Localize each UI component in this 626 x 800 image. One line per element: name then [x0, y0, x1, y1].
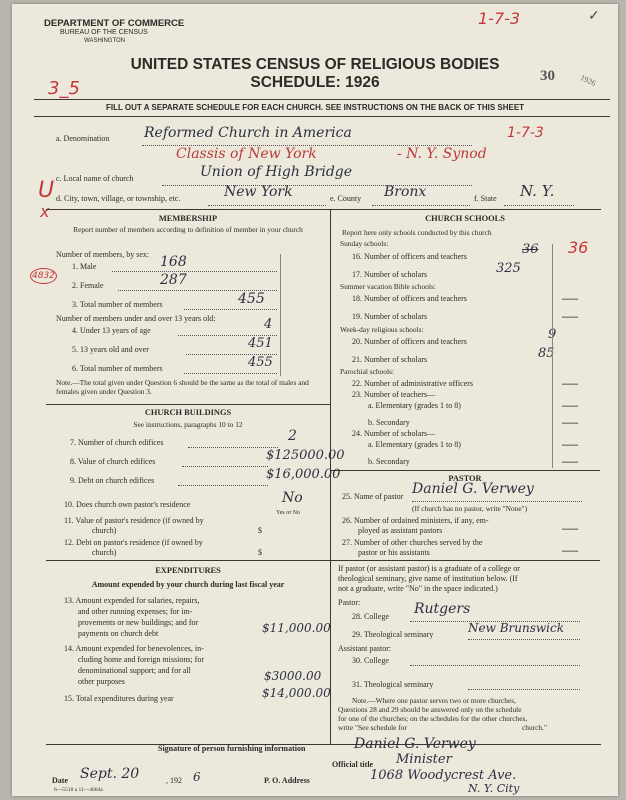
membership-intro: Report number of members according to definition of member in your church: [73, 225, 303, 234]
q16-red-value: 36: [568, 238, 589, 257]
q21-value: 85: [538, 346, 555, 361]
sunday-label: Sunday schools:: [340, 239, 389, 248]
local-name-value: Union of High Bridge: [200, 164, 353, 180]
q4-label: 4. Under 13 years of age: [72, 326, 151, 335]
q19-dash: —: [562, 308, 578, 325]
membership-heading: MEMBERSHIP: [158, 214, 218, 223]
check-mark-icon: ✓: [588, 9, 600, 24]
q23a-label: a. Elementary (grades 1 to 8): [368, 401, 461, 410]
county-value: Bronx: [384, 184, 427, 200]
q14-label: 14. Amount expended for benevolences, in-: [64, 644, 204, 653]
grad-note-3: not a graduate, write "No" in the space indicated.): [338, 584, 498, 593]
q29-value: New Brunswick: [468, 621, 564, 635]
date-value: Sept. 20: [80, 766, 140, 782]
pastor-note-1: Note.—Where one pastor serves two or more churches,: [352, 696, 516, 705]
q30-label: 30. College: [352, 656, 389, 665]
q28-value: Rutgers: [414, 601, 471, 617]
pastor-note-3: for one of the churches; on the schedules for the other churches,: [338, 714, 528, 723]
pastor-note-5: church.": [522, 723, 547, 732]
grad-note-2: theological seminary, give name of institution below. (If: [338, 574, 518, 583]
members-by-sex-label: Number of members, by sex:: [56, 250, 150, 259]
q3-value: 455: [238, 291, 265, 307]
q22-label: 22. Number of administrative officers: [352, 379, 473, 388]
q1-label: 1. Male: [72, 262, 97, 271]
denomination-code: 1-7-3: [507, 125, 544, 141]
q23-label: 23. Number of teachers—: [352, 390, 436, 399]
circled-number: 4832: [30, 268, 57, 284]
q16-label: 16. Number of officers and teachers: [352, 252, 467, 261]
pastor-subheading: Pastor:: [338, 598, 361, 607]
received-stamp-number: 30: [540, 68, 555, 84]
county-label: e. County: [330, 194, 362, 203]
q31-label: 31. Theological seminary: [352, 680, 434, 689]
q14-label-2: cluding home and foreign missions; for: [78, 655, 204, 664]
q10-value: No: [282, 490, 303, 506]
received-stamp-year: 1926: [578, 73, 598, 88]
department-label: DEPARTMENT OF COMMERCE: [44, 18, 185, 29]
q19-label: 19. Number of scholars: [352, 312, 428, 321]
q24-label: 24. Number of scholars—: [352, 429, 436, 438]
q25-value: Daniel G. Verwey: [412, 481, 534, 497]
local-name-label: c. Local name of church: [56, 174, 134, 183]
signature-label: Signature of person furnishing information: [158, 744, 306, 753]
q11-dollar: $: [258, 526, 262, 535]
q20-label: 20. Number of officers and teachers: [352, 337, 467, 346]
q5-value: 451: [248, 336, 273, 351]
under-over-label: Number of members under and over 13 years old:: [56, 314, 216, 323]
city-value: New York: [224, 184, 293, 200]
address-value: 1068 Woodycrest Ave.: [370, 768, 517, 783]
q24b-dash: —: [562, 453, 578, 470]
census-form-sheet: [12, 4, 618, 796]
schedule-title: SCHEDULE: 1926: [250, 74, 380, 91]
parochial-label: Parochial schools:: [340, 367, 394, 376]
q14-value: $3000.00: [264, 669, 322, 683]
q14-label-3: denominational support; and for all: [78, 666, 191, 675]
q9-value: $16,000.00: [266, 467, 341, 482]
q7-label: 7. Number of church edifices: [70, 438, 164, 447]
q23a-dash: —: [562, 397, 578, 414]
buildings-heading: CHURCH BUILDINGS: [144, 408, 232, 417]
q12-dollar: $: [258, 548, 262, 557]
q18-label: 18. Number of officers and teachers: [352, 294, 467, 303]
expenditures-heading: EXPENDITURES: [155, 566, 221, 575]
weekday-label: Week-day religious schools:: [340, 325, 424, 334]
yes-no-label: Yes or No: [276, 510, 301, 516]
margin-mark-x: x: [40, 202, 50, 221]
q25-label: 25. Name of pastor: [342, 492, 404, 501]
denomination-label: a. Denomination: [56, 134, 110, 143]
year-value: 6: [193, 770, 201, 784]
q7-value: 2: [288, 428, 297, 444]
q20-value: 9: [548, 327, 557, 342]
pastor-heading: PASTOR: [448, 474, 482, 483]
q13-value: $11,000.00: [262, 621, 331, 635]
top-red-code: 1-7-3: [478, 9, 521, 28]
form-number: 6—5518 a 11—4664a: [54, 787, 103, 793]
q27-label: 27. Number of other churches served by the: [342, 538, 483, 547]
pastor-note-4: write "See schedule for: [338, 723, 407, 732]
q11-label: 11. Value of pastor's residence (if owned by: [64, 516, 204, 525]
q15-value: $14,000.00: [262, 686, 331, 700]
form-title: UNITED STATES CENSUS OF RELIGIOUS BODIES: [130, 56, 500, 73]
q26-dash: —: [562, 520, 578, 537]
q26-label: 26. Number of ordained ministers, if any, em-: [342, 516, 489, 525]
q13-label-3: provements or new buildings; and for: [78, 618, 199, 627]
q8-value: $125000.00: [266, 448, 345, 463]
margin-mark-u: U: [38, 178, 55, 203]
q21-label: 21. Number of scholars: [352, 355, 428, 364]
q15-label: 15. Total expenditures during year: [64, 694, 174, 703]
grad-note-1: If pastor (or assistant pastor) is a graduate of a college or: [338, 564, 520, 573]
date-label: Date: [52, 776, 68, 785]
membership-note: Note.—The total given under Question 6 should be the same as the total of males and females given under Question 3.: [56, 378, 309, 396]
q24a-label: a. Elementary (grades 1 to 8): [368, 440, 461, 449]
q12-label-cont: church): [92, 548, 117, 557]
year-prefix: , 192: [166, 776, 182, 785]
q25-note: (If church has no pastor, write "None"): [412, 504, 528, 513]
q2-value: 287: [160, 272, 187, 288]
q26-label-2: ployed as assistant pastors: [358, 526, 443, 535]
state-label: f. State: [474, 194, 497, 203]
city-label: d. City, town, village, or township, etc.: [56, 194, 181, 203]
expenditures-sub: Amount expended by your church during last fiscal year: [91, 580, 285, 589]
assistant-subheading: Assistant pastor:: [338, 644, 392, 653]
q12-label: 12. Debt on pastor's residence (if owned by: [64, 538, 203, 547]
q1-value: 168: [160, 254, 187, 270]
denomination-value: Reformed Church in America: [144, 125, 352, 141]
q13-label: 13. Amount expended for salaries, repairs,: [64, 596, 200, 605]
q23b-dash: —: [562, 414, 578, 431]
q5-label: 5. 13 years old and over: [72, 345, 149, 354]
schools-heading: CHURCH SCHOOLS: [425, 214, 505, 223]
official-title-label: Official title: [332, 760, 374, 769]
address-label: P. O. Address: [264, 776, 310, 785]
q27-dash: —: [562, 542, 578, 559]
q4-value: 4: [264, 317, 273, 332]
q2-label: 2. Female: [72, 281, 104, 290]
q13-label-2: and other running expenses; for im-: [78, 607, 193, 616]
q24b-label: b. Secondary: [368, 457, 410, 466]
instruction-banner: FILL OUT A SEPARATE SCHEDULE FOR EACH CHURCH. SEE INSTRUCTIONS ON THE BACK OF THIS SHEET: [105, 103, 525, 112]
official-title-value: Minister: [396, 752, 452, 767]
q13-label-4: payments on church debt: [78, 629, 159, 638]
q18-dash: —: [562, 290, 578, 307]
classis-value: Classis of New York: [176, 146, 317, 162]
q17-value: 325: [496, 261, 521, 276]
address-city: N. Y. City: [468, 782, 520, 795]
state-value: N. Y.: [520, 182, 555, 200]
q8-label: 8. Value of church edifices: [70, 457, 156, 466]
q17-label: 17. Number of scholars: [352, 270, 428, 279]
schools-intro: Report here only schools conducted by this church: [342, 228, 492, 237]
left-red-code: 3_5: [48, 78, 80, 99]
q29-label: 29. Theological seminary: [352, 630, 434, 639]
q6-label: 6. Total number of members: [72, 364, 163, 373]
pastor-note-2: Questions 28 and 29 should be answered only on the schedule: [338, 705, 522, 714]
bureau-label: BUREAU OF THE CENSUS: [60, 29, 148, 36]
q16-value: 36: [522, 242, 539, 257]
q22-dash: —: [562, 375, 578, 392]
synod-value: - N. Y. Synod: [397, 146, 487, 162]
q11-label-cont: church): [92, 526, 117, 535]
q10-label: 10. Does church own pastor's residence: [64, 500, 191, 509]
summer-label: Summer vacation Bible schools:: [340, 282, 436, 291]
buildings-sub: See instructions, paragraphs 10 to 12: [133, 420, 243, 429]
q3-label: 3. Total number of members: [72, 300, 163, 309]
q27-label-2: pastor or his assistants: [358, 548, 430, 557]
signature-value: Daniel G. Verwey: [354, 736, 476, 752]
q9-label: 9. Debt on church edifices: [70, 476, 155, 485]
q24a-dash: —: [562, 436, 578, 453]
q28-label: 28. College: [352, 612, 389, 621]
q6-value: 455: [248, 355, 273, 370]
city-label: WASHINGTON: [84, 38, 126, 44]
q23b-label: b. Secondary: [368, 418, 410, 427]
q14-label-4: other purposes: [78, 677, 125, 686]
